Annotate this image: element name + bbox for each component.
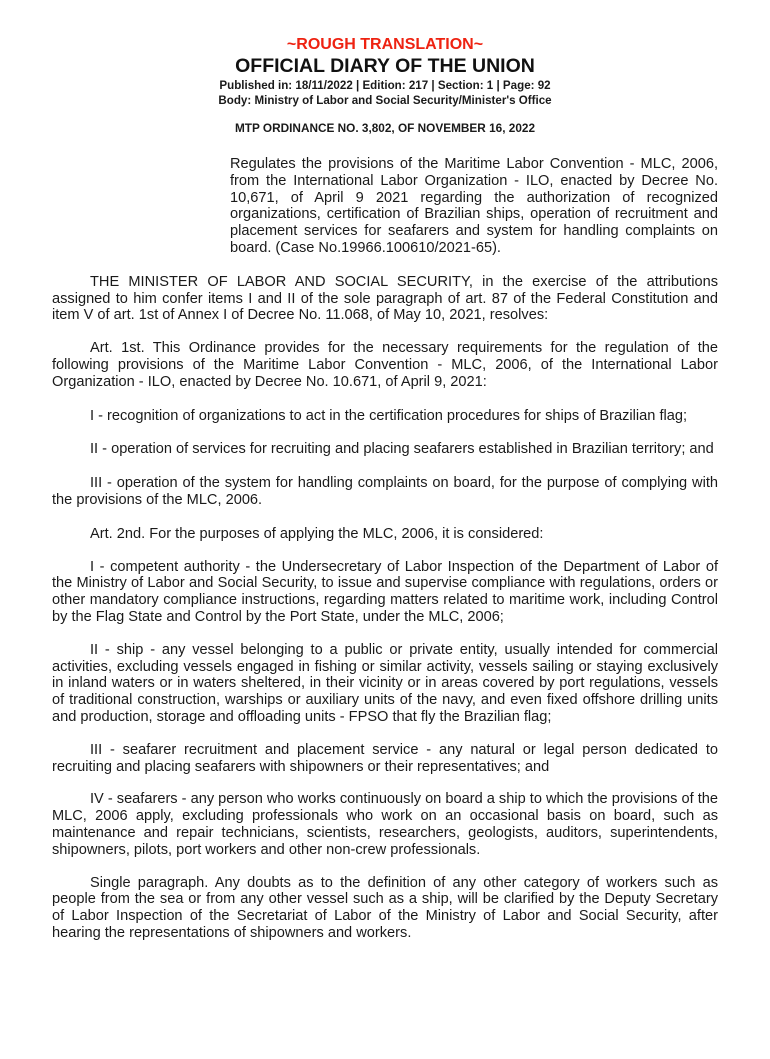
article-2-paragraph: Art. 2nd. For the purposes of applying the MLC, 2006, it is considered: <box>90 525 544 542</box>
article-1-item-ii: II - operation of services for recruiting and placing seafarers established in Brazilian territory; and <box>90 441 714 458</box>
preamble-paragraph: THE MINISTER OF LABOR AND SOCIAL SECURITY, in the exercise of the attributions assigned to him confer items I and II of the sole paragraph of art. 87 of the Federal Constitution and item V of art. 1st of Annex I of Decree No. 11.068, of May 10, 2021, resolves: <box>52 273 718 324</box>
issuing-body: Body: Ministry of Labor and Social Security/Minister's Office <box>218 94 552 107</box>
article-1-item-iii: III - operation of the system for handling complaints on board, for the purpose of complying with the provisions of the MLC, 2006. <box>52 475 718 508</box>
article-1-item-i: I - recognition of organizations to act in the certification procedures for ships of Brazilian flag; <box>90 407 688 424</box>
ordinance-summary: Regulates the provisions of the Maritime Labor Convention - MLC, 2006, from the International Labor Organization - ILO, enacted by Decree No. 10,671, of April 9 2021 regarding the authorization of recognized organizations, certification of Brazilian ships, operation of recruitment and placement services for seafarers and system for handling complaints on board. (Case No.19966.100610/2021-65). <box>230 156 718 256</box>
article-2-item-ii: II - ship - any vessel belonging to a public or private entity, usually intended for commercial activities, excluding vessels engaged in fishing or similar activity, vessels sailing or staying exclusively in inland waters or in waters sheltered, in their vicinity or in areas covered by port regulations, vessels of traditional construction, warships or auxiliary units of the navy, and even fixed offshore drilling units and production, storage and offloading units - FPSO that fly the Brazilian flag; <box>52 641 718 725</box>
document-page <box>0 35 770 1059</box>
single-paragraph: Single paragraph. Any doubts as to the definition of any other category of workers such as people from the sea or from any other vessel such as a ship, will be clarified by the Deputy Secretary of Labor Inspection of the Secretariat of Labor of the Ministry of Labor and Social Security, after hearing the representations of shipowners and workers. <box>52 874 718 941</box>
article-2-item-i: I - competent authority - the Undersecretary of Labor Inspection of the Department of Labor of the Ministry of Labor and Social Security, to issue and supervise compliance with regulations, orders or other mandatory compliance instructions, regarding matters related to maritime work, including Control by the Flag State and Control by the Port State, under the MLC, 2006; <box>52 558 718 625</box>
article-2-item-iv: IV - seafarers - any person who works continuously on board a ship to which the provisions of the MLC, 2006 apply, excluding professionals who work on an occasional basis on board, such as maintenance and repair technicians, scientists, researchers, geologists, auditors, superintendents, shipowners, pilots, port workers and other non-crew professionals. <box>52 791 718 858</box>
ordinance-title: MTP ORDINANCE NO. 3,802, OF NOVEMBER 16, 2022 <box>234 121 536 135</box>
rough-translation-label: ~ROUGH TRANSLATION~ <box>286 36 484 53</box>
article-2-item-iii: III - seafarer recruitment and placement service - any natural or legal person dedicated to recruiting and placing seafarers with shipowners or their representatives; and <box>52 741 718 775</box>
publication-info: Published in: 18/11/2022 | Edition: 217 | Section: 1 | Page: 92 <box>219 79 551 92</box>
diary-title: OFFICIAL DIARY OF THE UNION <box>235 55 535 77</box>
document-header <box>52 35 718 136</box>
article-1-paragraph: Art. 1st. This Ordinance provides for the necessary requirements for the regulation of the following provisions of the Maritime Labor Convention - MLC, 2006, of the International Labor Organization - ILO, enacted by Decree No. 10.671, of April 9, 2021: <box>52 340 718 390</box>
